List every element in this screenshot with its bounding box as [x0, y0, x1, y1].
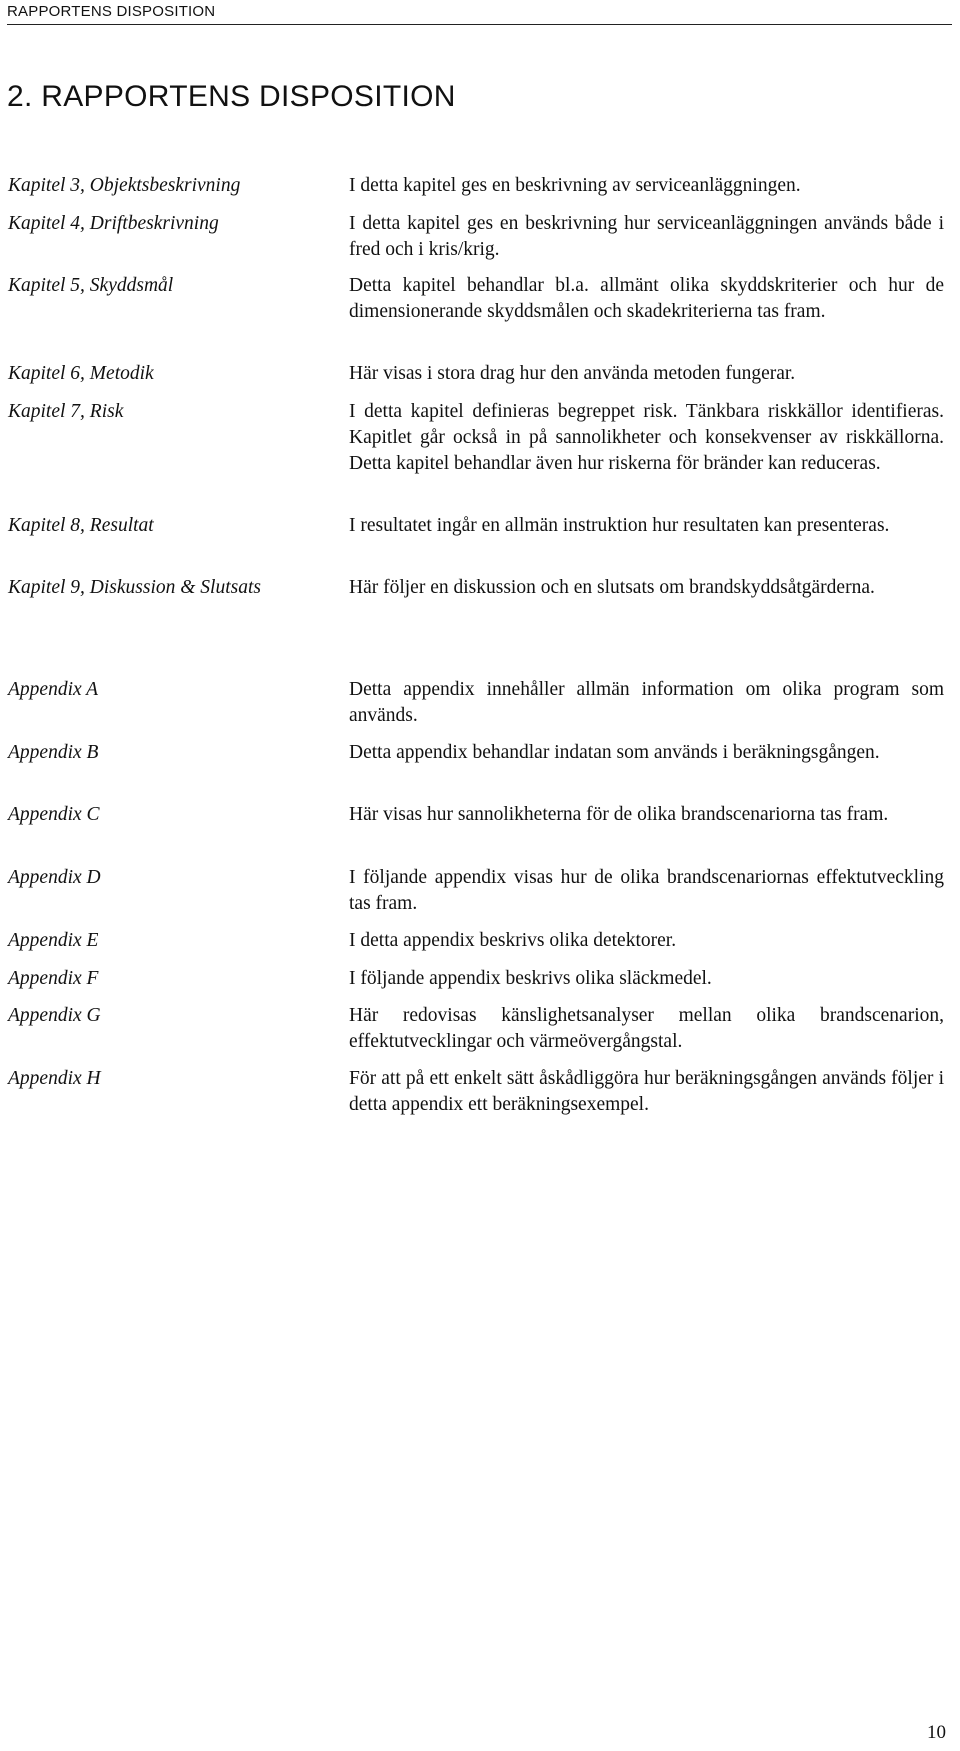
header-rule — [7, 24, 952, 25]
chapter-term: Kapitel 4, Driftbeskrivning — [8, 213, 219, 234]
appendix-term: Appendix D — [8, 867, 101, 888]
chapter-description: I detta kapitel definieras begreppet risk. Tänkbara riskkällor identifieras. Kapitlet går också in på sannolikheter och konsekvenser av riskkällorna. Detta kapitel behandlar även hur riskerna för bränder kan reduceras. — [349, 401, 944, 474]
chapter-description: Här visas i stora drag hur den använda metoden fungerar. — [349, 363, 796, 384]
appendix-term: Appendix G — [8, 1005, 101, 1026]
appendix-description: I följande appendix visas hur de olika brandscenariornas effektutveckling tas fram. — [349, 867, 944, 914]
appendix-term: Appendix H — [8, 1068, 101, 1089]
chapter-term: Kapitel 8, Resultat — [8, 515, 154, 536]
appendix-description: I detta appendix beskrivs olika detektorer. — [349, 930, 677, 951]
chapter-description: I resultatet ingår en allmän instruktion hur resultaten kan presenteras. — [349, 515, 890, 536]
running-header: RAPPORTENS DISPOSITION — [7, 3, 216, 20]
chapter-term: Kapitel 9, Diskussion & Slutsats — [8, 577, 261, 598]
chapter-term: Kapitel 6, Metodik — [8, 363, 154, 384]
appendix-term: Appendix B — [8, 742, 99, 763]
chapter-term: Kapitel 3, Objektsbeskrivning — [8, 175, 241, 196]
section-title: 2. RAPPORTENS DISPOSITION — [7, 80, 456, 113]
chapter-description: Här följer en diskussion och en slutsats om brandskyddsåtgärderna. — [349, 577, 875, 598]
appendix-description: Här visas hur sannolikheterna för de olika brandscenariorna tas fram. — [349, 804, 889, 825]
chapter-term: Kapitel 7, Risk — [8, 401, 124, 422]
appendix-term: Appendix A — [8, 679, 99, 700]
appendix-term: Appendix E — [8, 930, 99, 951]
appendix-description: Här redovisas känslighetsanalyser mellan olika brandscenarion, effektutvecklingar och värmeövergångstal. — [349, 1005, 944, 1052]
appendix-description: I följande appendix beskrivs olika släckmedel. — [349, 968, 712, 989]
chapter-term: Kapitel 5, Skyddsmål — [8, 275, 174, 296]
chapter-description: Detta kapitel behandlar bl.a. allmänt olika skyddskriterier och hur de dimensionerande skyddsmålen och skadekriterierna tas fram. — [349, 275, 944, 322]
appendix-description: För att på ett enkelt sätt åskådliggöra hur beräkningsgången används följer i detta appendix ett beräkningsexempel. — [349, 1068, 944, 1115]
chapter-description: I detta kapitel ges en beskrivning av serviceanläggningen. — [349, 175, 801, 196]
appendix-description: Detta appendix behandlar indatan som används i beräkningsgången. — [349, 742, 880, 763]
page-number: 10 — [927, 1722, 946, 1743]
appendix-term: Appendix F — [8, 968, 99, 989]
appendix-term: Appendix C — [8, 804, 100, 825]
appendix-description: Detta appendix innehåller allmän information om olika program som används. — [349, 679, 944, 726]
chapter-description: I detta kapitel ges en beskrivning hur serviceanläggningen används både i fred och i kris/krig. — [349, 213, 944, 260]
